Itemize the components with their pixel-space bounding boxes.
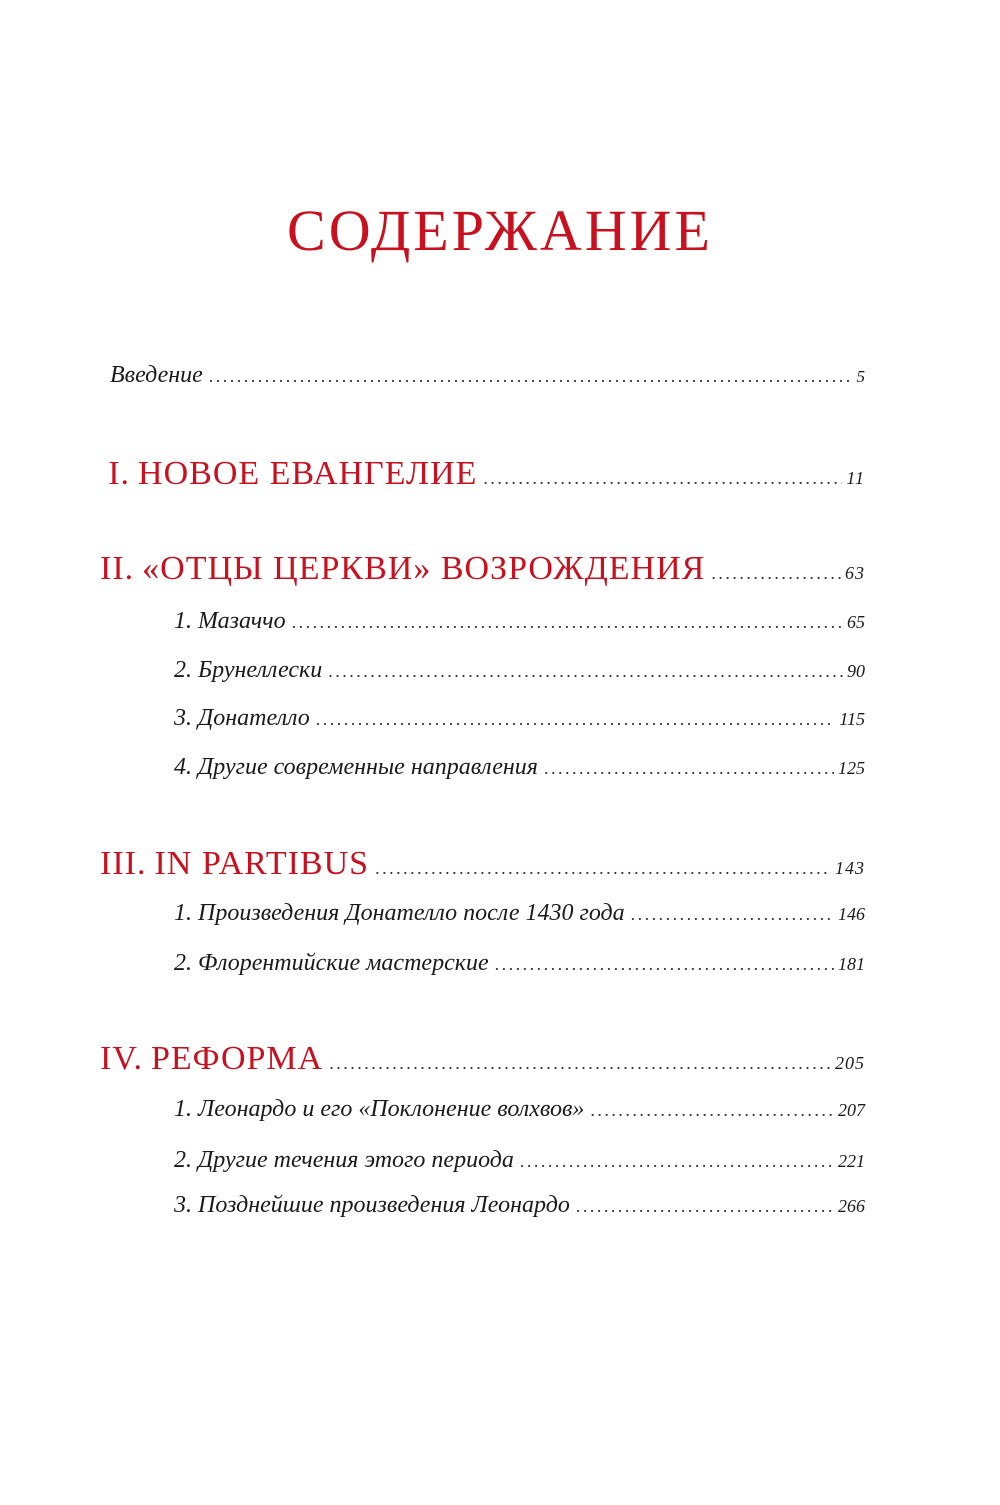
toc-section[interactable] bbox=[174, 950, 865, 977]
toc-page-number: 5 bbox=[856, 367, 865, 386]
section-title: 3. Донателло bbox=[174, 705, 310, 731]
section-title: 2. Флорентийские мастерские bbox=[174, 950, 489, 976]
toc-page-number: 266 bbox=[838, 1196, 865, 1216]
chapter-numeral: I. bbox=[108, 455, 131, 492]
dot-leader bbox=[329, 1053, 831, 1074]
toc-section[interactable] bbox=[174, 1096, 865, 1123]
dot-leader bbox=[375, 858, 831, 879]
section-title: 3. Позднейшие произведения Леонардо bbox=[174, 1192, 570, 1218]
toc-page-number: 65 bbox=[847, 612, 865, 632]
section-title: 1. Произведения Донателло после 1430 года bbox=[174, 900, 625, 926]
dot-leader bbox=[576, 1196, 834, 1217]
section-title: 1. Мазаччо bbox=[174, 608, 286, 634]
chapter-title: «ОТЦЫ ЦЕРКВИ» ВОЗРОЖДЕНИЯ bbox=[142, 550, 706, 587]
dot-leader bbox=[209, 366, 853, 387]
toc-page-number: 115 bbox=[839, 709, 865, 729]
chapter-numeral: IV. bbox=[100, 1040, 143, 1077]
toc-chapter-4[interactable] bbox=[100, 1040, 865, 1078]
chapter-numeral: III. bbox=[100, 845, 147, 882]
section-title: 2. Брунеллески bbox=[174, 657, 323, 683]
toc-page-number: 207 bbox=[838, 1100, 865, 1120]
toc-chapter-2[interactable] bbox=[100, 550, 865, 588]
section-title: 4. Другие современные направления bbox=[174, 754, 538, 780]
dot-leader bbox=[631, 904, 834, 925]
toc-page-number: 146 bbox=[838, 904, 865, 924]
dot-leader bbox=[316, 709, 836, 730]
toc-chapter-1[interactable] bbox=[100, 455, 865, 493]
dot-leader bbox=[328, 661, 843, 682]
chapter-title: РЕФОРМА bbox=[151, 1040, 324, 1077]
dot-leader bbox=[590, 1100, 834, 1121]
dot-leader bbox=[292, 612, 843, 633]
toc-page-number: 63 bbox=[845, 563, 865, 583]
toc-page-number: 221 bbox=[838, 1151, 865, 1171]
toc-page-number: 90 bbox=[847, 661, 865, 681]
toc-section[interactable] bbox=[174, 900, 865, 927]
chapter-numeral: II. bbox=[100, 550, 135, 587]
toc-section[interactable] bbox=[174, 754, 865, 781]
toc-section[interactable] bbox=[174, 657, 865, 684]
toc-section[interactable] bbox=[174, 705, 865, 732]
dot-leader bbox=[520, 1151, 834, 1172]
toc-entry-introduction[interactable] bbox=[110, 362, 865, 389]
section-title: 2. Другие течения этого периода bbox=[174, 1147, 514, 1173]
dot-leader bbox=[495, 954, 834, 975]
toc-page-number: 125 bbox=[838, 758, 865, 778]
section-title: 1. Леонардо и его «Поклонение волхвов» bbox=[174, 1096, 585, 1122]
dot-leader bbox=[711, 563, 841, 584]
chapter-title: IN PARTIBUS bbox=[154, 845, 370, 882]
dot-leader bbox=[544, 758, 834, 779]
toc-page-number: 143 bbox=[835, 858, 865, 878]
chapter-title: НОВОЕ ЕВАНГЕЛИЕ bbox=[138, 455, 478, 492]
toc-section[interactable] bbox=[174, 608, 865, 635]
dot-leader bbox=[483, 468, 842, 489]
toc-page-number: 205 bbox=[835, 1053, 865, 1073]
toc-section[interactable] bbox=[174, 1192, 865, 1219]
toc-entry-label: Введение bbox=[110, 362, 203, 388]
toc-page-number: 181 bbox=[838, 954, 865, 974]
toc-section[interactable] bbox=[174, 1147, 865, 1174]
toc-chapter-3[interactable] bbox=[100, 845, 865, 883]
page-title: СОДЕРЖАНИЕ bbox=[287, 198, 713, 263]
toc-page-number: 11 bbox=[846, 468, 865, 488]
